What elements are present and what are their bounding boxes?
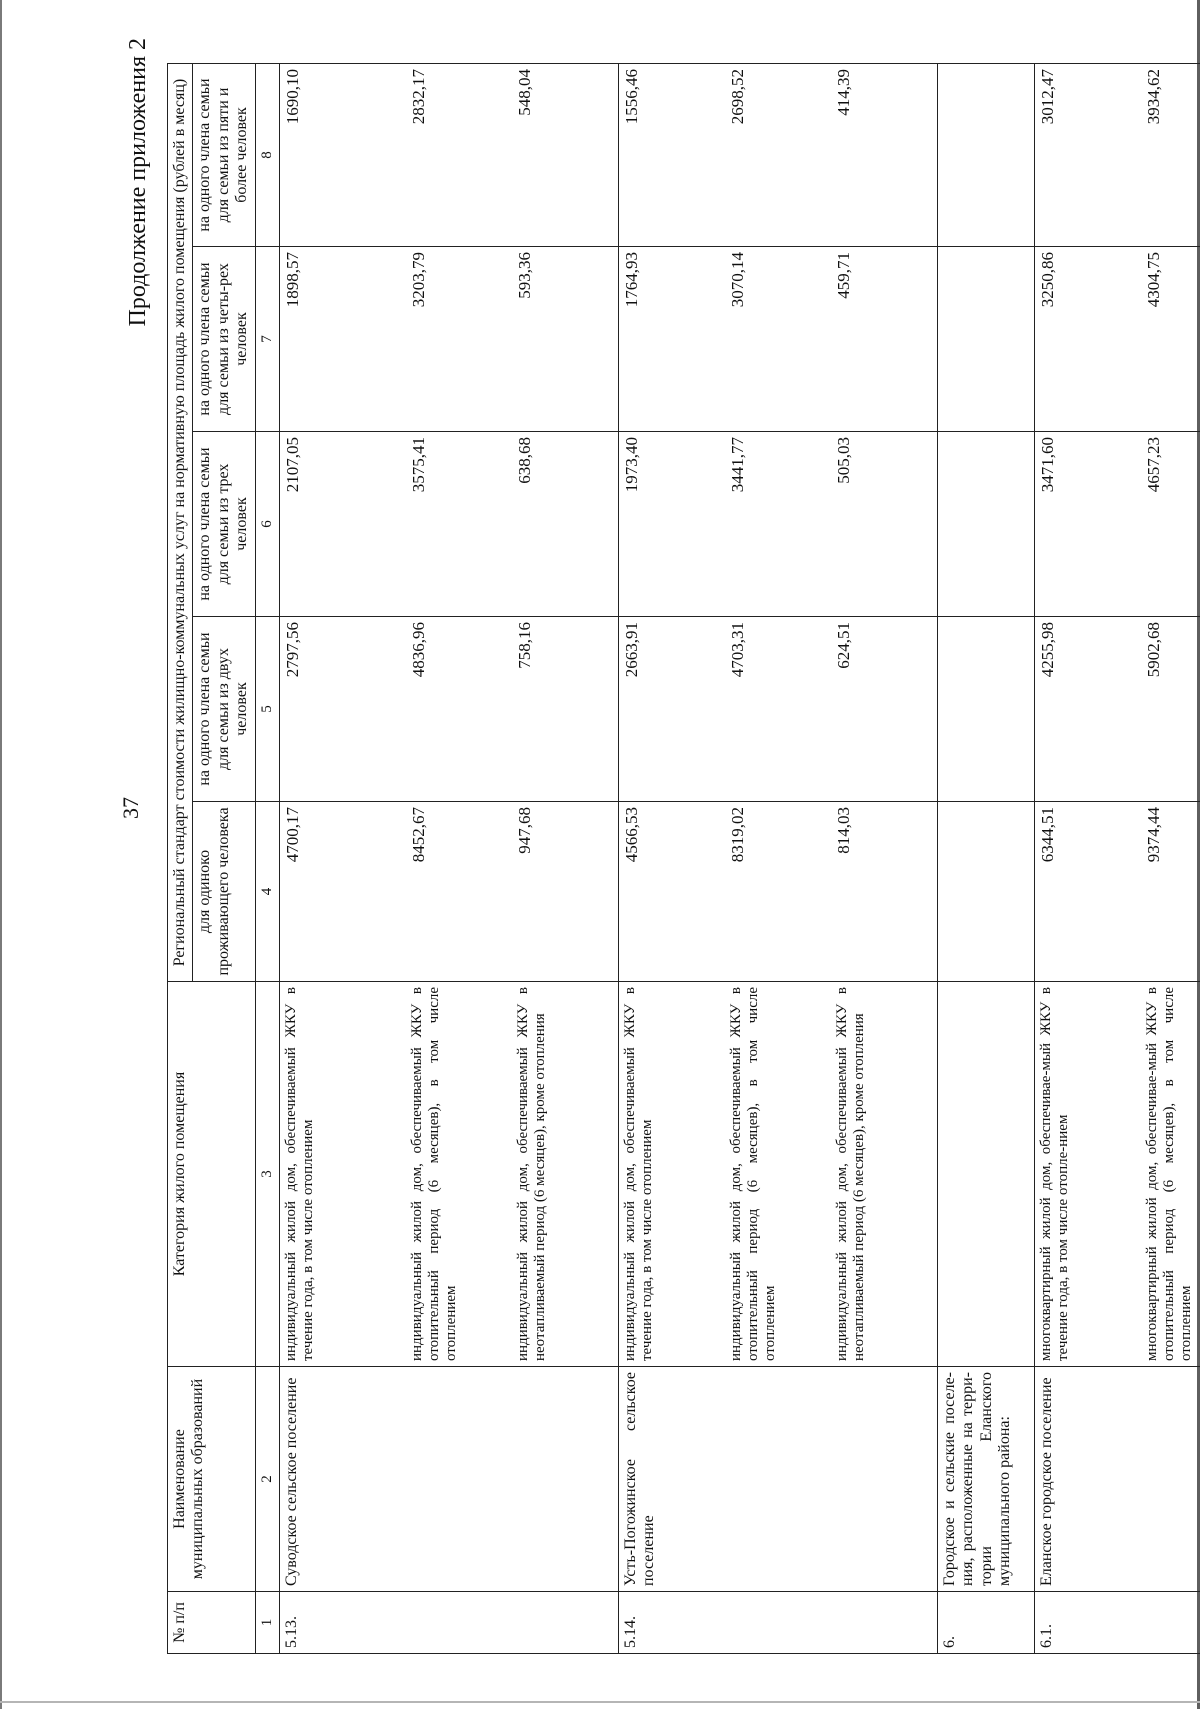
housing-category: индивидуальный жилой дом, обеспечиваемый ЖКУ в течение года, в том числе отоплением — [279, 982, 406, 1367]
value-four: 3070,14 — [725, 247, 831, 432]
table-row — [512, 64, 619, 1654]
header-name: Наименование муниципальных образований — [168, 1367, 256, 1592]
housing-category: индивидуальный жилой дом, обеспечиваемый ЖКУ в отопительный период (6 месяцев), в том числе отоплением — [725, 982, 831, 1367]
housing-category — [937, 982, 1034, 1367]
value-three — [937, 432, 1034, 617]
value-two — [937, 617, 1034, 802]
row-number — [725, 1592, 831, 1654]
column-number: 2 — [255, 1367, 279, 1592]
table-row — [725, 64, 831, 1654]
value-alone: 6344,51 — [1034, 802, 1141, 982]
header-category: Категория жилого помещения — [168, 982, 256, 1367]
table-row — [406, 64, 512, 1654]
value-alone: 4700,17 — [279, 802, 406, 982]
row-number: 6.1. — [1034, 1592, 1141, 1654]
housing-category: индивидуальный жилой дом, обеспечиваемый ЖКУ в отопительный период (6 месяцев), в том числе отоплением — [406, 982, 512, 1367]
column-number: 1 — [255, 1592, 279, 1654]
value-four: 3250,86 — [1034, 247, 1141, 432]
value-three: 638,68 — [512, 432, 619, 617]
header-three: на одного члена семьи для семьи из трех человек — [193, 432, 255, 617]
value-alone: 947,68 — [512, 802, 619, 982]
housing-category: индивидуальный жилой дом, обеспечиваемый ЖКУ в неотапливаемый период (6 месяцев), кроме отопления — [512, 982, 619, 1367]
value-five: 2698,52 — [725, 64, 831, 247]
column-number: 4 — [255, 802, 279, 982]
municipality-name — [512, 1367, 619, 1592]
value-four: 4304,75 — [1141, 247, 1200, 432]
header-alone: для одиноко проживающего человека — [193, 802, 255, 982]
tariff-table — [167, 63, 1200, 1654]
housing-category: многоквартирный жилой дом, обеспечивае-мый ЖКУ в течение года, в том числе отопле-нием — [1034, 982, 1141, 1367]
row-number — [406, 1592, 512, 1654]
value-five: 3012,47 — [1034, 64, 1141, 247]
value-five: 414,39 — [831, 64, 938, 247]
column-number: 5 — [255, 617, 279, 802]
value-five: 1556,46 — [618, 64, 725, 247]
column-number: 3 — [255, 982, 279, 1367]
housing-category: индивидуальный жилой дом, обеспечиваемый ЖКУ в неотапливаемый период (6 месяцев), кроме отопления — [831, 982, 938, 1367]
value-three: 3471,60 — [1034, 432, 1141, 617]
appendix-title: Продолжение приложения 2 — [125, 38, 151, 327]
municipality-name — [406, 1367, 512, 1592]
value-two: 758,16 — [512, 617, 619, 802]
value-two: 4255,98 — [1034, 617, 1141, 802]
value-two: 4836,96 — [406, 617, 512, 802]
column-number: 6 — [255, 432, 279, 617]
value-five: 548,04 — [512, 64, 619, 247]
value-four — [937, 247, 1034, 432]
table-row — [279, 64, 406, 1654]
municipality-name — [1141, 1367, 1200, 1592]
municipality-name: Еланское городское поселение — [1034, 1367, 1141, 1592]
value-four: 3203,79 — [406, 247, 512, 432]
municipality-name: Городское и сельские поселе-ния, расположенные на терри-тории Еланского муниципального района: — [937, 1367, 1034, 1592]
value-alone: 814,03 — [831, 802, 938, 982]
row-number: 5.13. — [279, 1592, 406, 1654]
municipality-name — [725, 1367, 831, 1592]
value-three: 3441,77 — [725, 432, 831, 617]
value-five — [937, 64, 1034, 247]
value-three: 2107,05 — [279, 432, 406, 617]
value-two: 2663,91 — [618, 617, 725, 802]
value-five: 3934,62 — [1141, 64, 1200, 247]
municipality-name — [831, 1367, 938, 1592]
value-alone: 8319,02 — [725, 802, 831, 982]
header-two: на одного члена семьи для семьи из двух человек — [193, 617, 255, 802]
table-row — [1141, 64, 1200, 1654]
page-number: 37 — [118, 797, 143, 819]
value-two: 2797,56 — [279, 617, 406, 802]
row-number: 5.14. — [618, 1592, 725, 1654]
value-alone: 4566,53 — [618, 802, 725, 982]
row-number: 6. — [937, 1592, 1034, 1654]
value-three: 3575,41 — [406, 432, 512, 617]
column-number: 7 — [255, 247, 279, 432]
value-five: 1690,10 — [279, 64, 406, 247]
housing-category: многоквартирный жилой дом, обеспечивае-мый ЖКУ в отопительный период (6 месяцев), в том числе отоплением — [1141, 982, 1200, 1367]
municipality-name: Суводское сельское поселение — [279, 1367, 406, 1592]
row-number — [512, 1592, 619, 1654]
value-four: 593,36 — [512, 247, 619, 432]
value-two: 5902,68 — [1141, 617, 1200, 802]
value-five: 2832,17 — [406, 64, 512, 247]
table-row — [831, 64, 938, 1654]
table-row — [937, 64, 1034, 1654]
value-three: 1973,40 — [618, 432, 725, 617]
municipality-name: Усть-Погожинское сельское поселение — [618, 1367, 725, 1592]
value-two: 624,51 — [831, 617, 938, 802]
column-number: 8 — [255, 64, 279, 247]
table-row — [618, 64, 725, 1654]
value-four: 1764,93 — [618, 247, 725, 432]
value-alone: 8452,67 — [406, 802, 512, 982]
value-four: 1898,57 — [279, 247, 406, 432]
value-three: 505,03 — [831, 432, 938, 617]
header-four: на одного члена семьи для семьи из четы-рех человек — [193, 247, 255, 432]
header-no: № п/п — [168, 1592, 256, 1654]
table-row — [1034, 64, 1141, 1654]
housing-category: индивидуальный жилой дом, обеспечиваемый ЖКУ в течение года, в том числе отоплением — [618, 982, 725, 1367]
row-number — [831, 1592, 938, 1654]
value-four: 459,71 — [831, 247, 938, 432]
value-alone — [937, 802, 1034, 982]
value-alone: 9374,44 — [1141, 802, 1200, 982]
header-regional-standard: Региональный стандарт стоимости жилищно-коммунальных услуг на нормативную площадь жилого помещения (рублей в месяц) — [168, 64, 193, 982]
row-number — [1141, 1592, 1200, 1654]
value-two: 4703,31 — [725, 617, 831, 802]
header-five: на одного члена семьи для семьи из пяти и более человек — [193, 64, 255, 247]
value-three: 4657,23 — [1141, 432, 1200, 617]
